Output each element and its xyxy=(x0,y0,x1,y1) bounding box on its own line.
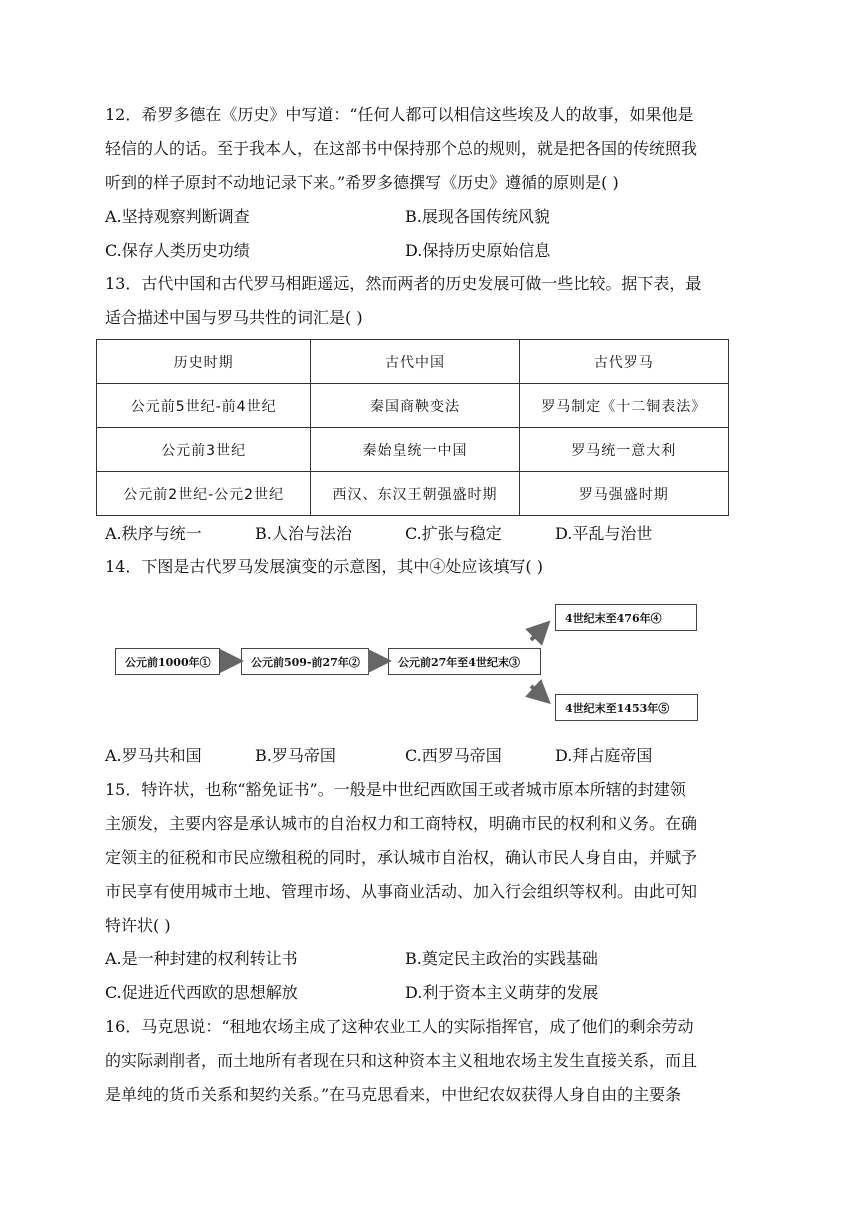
q12-stem-line-2: 轻信的人的话。至于我本人，在这部书中保持那个总的规则，就是把各国的传统照我 xyxy=(105,139,698,158)
q16-stem-line-3: 是单纯的货币关系和契约关系。”在马克思看来，中世纪农奴获得人身自由的主要条 xyxy=(105,1085,682,1104)
table-cell: 公元前5世纪-前4世纪 xyxy=(97,384,311,428)
table-cell: 西汉、东汉王朝强盛时期 xyxy=(311,472,519,516)
table-header-cell: 古代中国 xyxy=(311,340,519,384)
q13-option-d[interactable]: D.平乱与治世 xyxy=(555,524,653,543)
diagram-box-1: 公元前1000年① xyxy=(115,648,220,675)
q12-stem-line-1: 12．希罗多德在《历史》中写道：“任何人都可以相信这些埃及人的故事，如果他是 xyxy=(105,105,694,124)
q15-stem-line-3: 定领主的征税和市民应缴租税的同时，承认城市自治权，确认市民人身自由，并赋予 xyxy=(105,848,698,867)
q15-stem-line-4: 市民享有使用城市土地、管理市场、从事商业活动、加入行会组织等权利。由此可知 xyxy=(105,882,698,901)
table-cell: 公元前2世纪-公元2世纪 xyxy=(97,472,311,516)
q12-stem-line-3: 听到的样子原封不动地记录下来。”希罗多德撰写《历史》遵循的原则是( ) xyxy=(105,173,619,192)
q14-option-a[interactable]: A.罗马共和国 xyxy=(105,746,202,765)
diagram-box-3: 公元前27年至4世纪末③ xyxy=(388,648,541,675)
q15-stem-line-2: 主颁发，主要内容是承认城市的自治权力和工商特权，明确市民的权利和义务。在确 xyxy=(105,814,698,833)
q15-option-a[interactable]: A.是一种封建的权利转让书 xyxy=(105,949,298,968)
table-cell: 公元前3世纪 xyxy=(97,428,311,472)
q16-stem-line-1: 16．马克思说：“租地农场主成了这种农业工人的实际指挥官，成了他们的剩余劳动 xyxy=(105,1017,694,1036)
q15-option-c[interactable]: C.促进近代西欧的思想解放 xyxy=(105,983,298,1002)
table-header-cell: 历史时期 xyxy=(97,340,311,384)
q13-stem-line-2: 适合描述中国与罗马共性的词汇是( ) xyxy=(105,308,363,327)
q12-option-d[interactable]: D.保持历史原始信息 xyxy=(405,241,551,260)
table-cell: 罗马强盛时期 xyxy=(519,472,728,516)
diagram-box-2: 公元前509-前27年② xyxy=(241,648,369,675)
q15-stem-line-1: 15．特许状，也称“豁免证书”。一般是中世纪西欧国王或者城市原本所辖的封建领 xyxy=(105,780,686,799)
table-header-cell: 古代罗马 xyxy=(519,340,728,384)
diagram-box-4: 4世纪末至476年④ xyxy=(555,604,697,631)
q14-stem-line-1: 14．下图是古代罗马发展演变的示意图，其中④处应该填写( ) xyxy=(105,557,543,576)
q15-option-d[interactable]: D.利于资本主义萌芽的发展 xyxy=(405,983,599,1002)
q12-option-a[interactable]: A.坚持观察判断调查 xyxy=(105,207,250,226)
table-cell: 秦国商鞅变法 xyxy=(311,384,519,428)
q13-option-a[interactable]: A.秩序与统一 xyxy=(105,524,202,543)
table-cell: 秦始皇统一中国 xyxy=(311,428,519,472)
q14-option-d[interactable]: D.拜占庭帝国 xyxy=(555,746,653,765)
diagram-box-5: 4世纪末至1453年⑤ xyxy=(555,694,698,721)
q16-stem-line-2: 的实际剥削者，而土地所有者现在只和这种资本主义租地农场主发生直接关系，而且 xyxy=(105,1051,698,1070)
q13-option-b[interactable]: B.人治与法治 xyxy=(255,524,352,543)
table-cell: 罗马统一意大利 xyxy=(519,428,728,472)
q14-option-c[interactable]: C.西罗马帝国 xyxy=(405,746,502,765)
q12-option-c[interactable]: C.保存人类历史功绩 xyxy=(105,241,250,260)
table-cell: 罗马制定《十二铜表法》 xyxy=(519,384,728,428)
q13-option-c[interactable]: C.扩张与稳定 xyxy=(405,524,502,543)
arrow-3-to-5 xyxy=(531,686,542,696)
q15-stem-line-5: 特许状( ) xyxy=(105,916,171,935)
q13-stem-line-1: 13．古代中国和古代罗马相距遥远，然而两者的历史发展可做一些比较。据下表，最 xyxy=(105,274,702,293)
q14-option-b[interactable]: B.罗马帝国 xyxy=(255,746,336,765)
arrow-3-to-4 xyxy=(531,629,542,640)
q15-option-b[interactable]: B.奠定民主政治的实践基础 xyxy=(405,949,598,968)
q12-option-b[interactable]: B.展现各国传统风貌 xyxy=(405,207,550,226)
